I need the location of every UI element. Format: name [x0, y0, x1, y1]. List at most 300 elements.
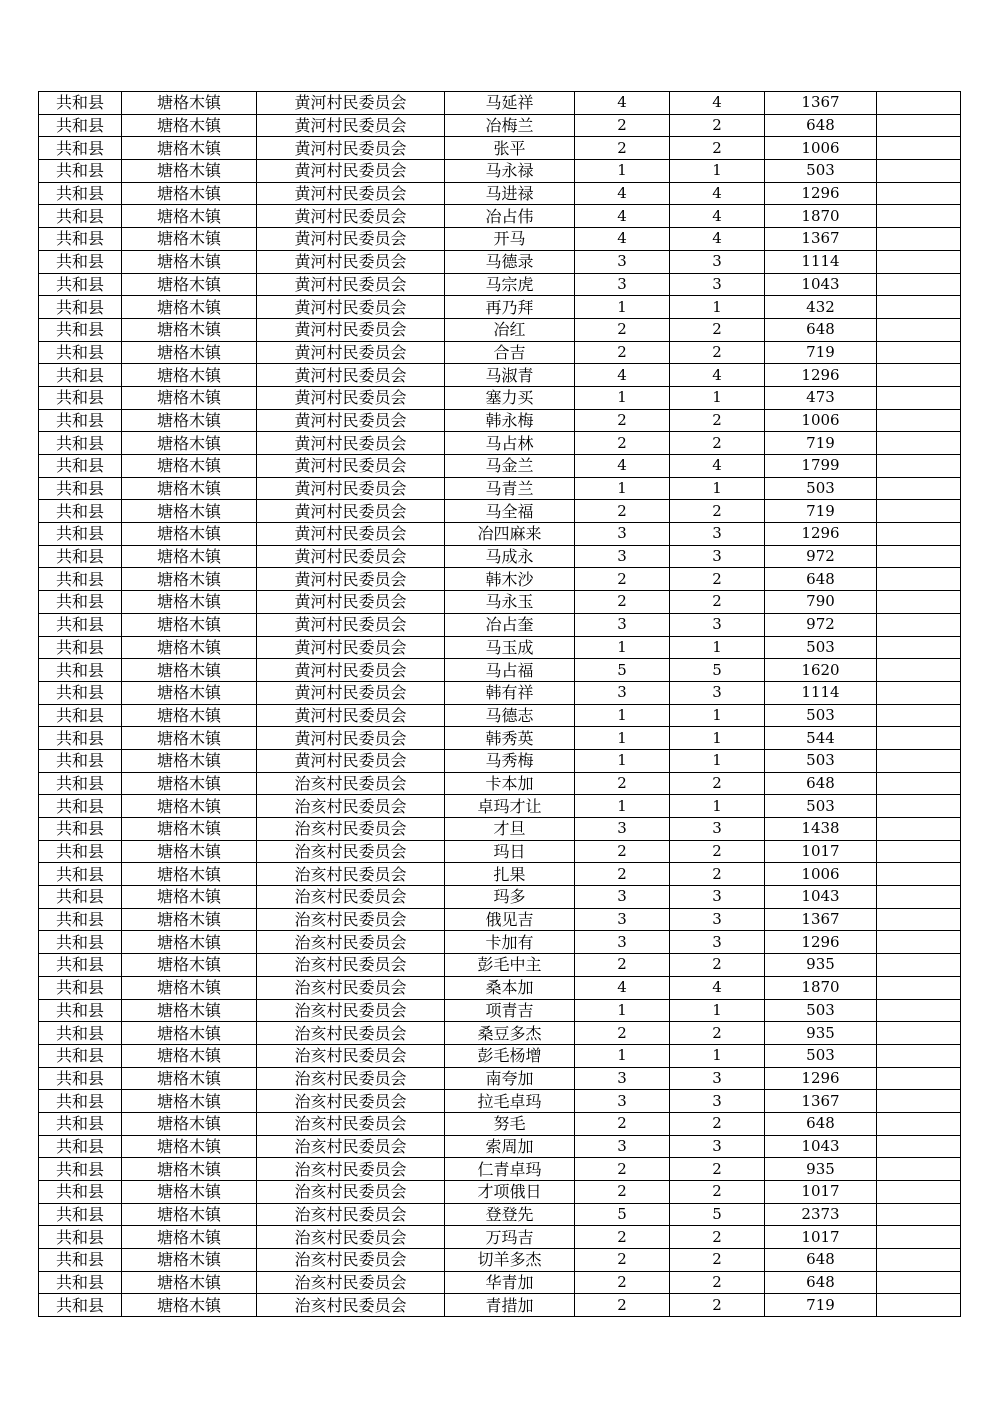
- name-cell: 才项俄日: [445, 1181, 575, 1204]
- committee-cell: 治亥村民委员会: [257, 795, 445, 818]
- table-row: [39, 1249, 961, 1272]
- note-cell: [877, 500, 961, 523]
- name-cell: 冶红: [445, 318, 575, 341]
- town-cell: 塘格木镇: [122, 160, 257, 183]
- household-size-cell: 3: [575, 886, 670, 909]
- name-cell: 冶占奎: [445, 613, 575, 636]
- household-size-cell: 4: [575, 92, 670, 115]
- household-size-cell: 2: [575, 114, 670, 137]
- committee-cell: 黄河村民委员会: [257, 318, 445, 341]
- household-size-cell: 2: [575, 591, 670, 614]
- person-count-cell: 1: [670, 160, 765, 183]
- person-count-cell: 4: [670, 364, 765, 387]
- household-size-cell: 3: [575, 1135, 670, 1158]
- household-size-cell: 4: [575, 976, 670, 999]
- table-row: [39, 273, 961, 296]
- note-cell: [877, 386, 961, 409]
- county-cell: 共和县: [39, 386, 122, 409]
- note-cell: [877, 931, 961, 954]
- table-row: [39, 1294, 961, 1317]
- household-size-cell: 3: [575, 908, 670, 931]
- person-count-cell: 2: [670, 137, 765, 160]
- household-size-cell: 4: [575, 455, 670, 478]
- note-cell: [877, 840, 961, 863]
- table-row: [39, 636, 961, 659]
- town-cell: 塘格木镇: [122, 273, 257, 296]
- household-size-cell: 1: [575, 727, 670, 750]
- committee-cell: 治亥村民委员会: [257, 772, 445, 795]
- county-cell: 共和县: [39, 1135, 122, 1158]
- amount-cell: 648: [765, 1112, 877, 1135]
- county-cell: 共和县: [39, 886, 122, 909]
- household-size-cell: 1: [575, 636, 670, 659]
- town-cell: 塘格木镇: [122, 954, 257, 977]
- county-cell: 共和县: [39, 545, 122, 568]
- household-size-cell: 2: [575, 772, 670, 795]
- note-cell: [877, 273, 961, 296]
- committee-cell: 黄河村民委员会: [257, 636, 445, 659]
- town-cell: 塘格木镇: [122, 1044, 257, 1067]
- town-cell: 塘格木镇: [122, 1112, 257, 1135]
- county-cell: 共和县: [39, 92, 122, 115]
- name-cell: 马德志: [445, 704, 575, 727]
- amount-cell: 503: [765, 477, 877, 500]
- town-cell: 塘格木镇: [122, 863, 257, 886]
- person-count-cell: 3: [670, 250, 765, 273]
- table-row: [39, 591, 961, 614]
- county-cell: 共和县: [39, 1090, 122, 1113]
- committee-cell: 治亥村民委员会: [257, 1044, 445, 1067]
- note-cell: [877, 137, 961, 160]
- person-count-cell: 2: [670, 1249, 765, 1272]
- town-cell: 塘格木镇: [122, 931, 257, 954]
- household-size-cell: 2: [575, 137, 670, 160]
- table-body: [39, 92, 961, 1317]
- table-row: [39, 772, 961, 795]
- person-count-cell: 3: [670, 1067, 765, 1090]
- amount-cell: 1043: [765, 1135, 877, 1158]
- person-count-cell: 5: [670, 1203, 765, 1226]
- committee-cell: 治亥村民委员会: [257, 931, 445, 954]
- name-cell: 青措加: [445, 1294, 575, 1317]
- table-row: [39, 1044, 961, 1067]
- town-cell: 塘格木镇: [122, 1067, 257, 1090]
- table-row: [39, 613, 961, 636]
- county-cell: 共和县: [39, 1112, 122, 1135]
- table-row: [39, 818, 961, 841]
- town-cell: 塘格木镇: [122, 886, 257, 909]
- committee-cell: 治亥村民委员会: [257, 1135, 445, 1158]
- table-row: [39, 523, 961, 546]
- committee-cell: 治亥村民委员会: [257, 886, 445, 909]
- amount-cell: 648: [765, 1249, 877, 1272]
- county-cell: 共和县: [39, 114, 122, 137]
- county-cell: 共和县: [39, 818, 122, 841]
- note-cell: [877, 1090, 961, 1113]
- household-size-cell: 2: [575, 1112, 670, 1135]
- county-cell: 共和县: [39, 1022, 122, 1045]
- person-count-cell: 4: [670, 92, 765, 115]
- person-count-cell: 3: [670, 681, 765, 704]
- person-count-cell: 2: [670, 1181, 765, 1204]
- county-cell: 共和县: [39, 1249, 122, 1272]
- person-count-cell: 1: [670, 296, 765, 319]
- note-cell: [877, 863, 961, 886]
- person-count-cell: 2: [670, 500, 765, 523]
- household-size-cell: 2: [575, 432, 670, 455]
- name-cell: 冶四麻来: [445, 523, 575, 546]
- town-cell: 塘格木镇: [122, 477, 257, 500]
- household-size-cell: 1: [575, 1044, 670, 1067]
- name-cell: 卡本加: [445, 772, 575, 795]
- table-row: [39, 500, 961, 523]
- county-cell: 共和县: [39, 137, 122, 160]
- committee-cell: 治亥村民委员会: [257, 1181, 445, 1204]
- person-count-cell: 1: [670, 727, 765, 750]
- county-cell: 共和县: [39, 205, 122, 228]
- person-count-cell: 2: [670, 840, 765, 863]
- committee-cell: 治亥村民委员会: [257, 1203, 445, 1226]
- household-size-cell: 2: [575, 1294, 670, 1317]
- name-cell: 张平: [445, 137, 575, 160]
- committee-cell: 治亥村民委员会: [257, 1090, 445, 1113]
- household-size-cell: 4: [575, 182, 670, 205]
- person-count-cell: 2: [670, 591, 765, 614]
- committee-cell: 黄河村民委员会: [257, 500, 445, 523]
- committee-cell: 黄河村民委员会: [257, 92, 445, 115]
- amount-cell: 1114: [765, 250, 877, 273]
- table-row: [39, 931, 961, 954]
- table-row: [39, 296, 961, 319]
- town-cell: 塘格木镇: [122, 228, 257, 251]
- county-cell: 共和县: [39, 364, 122, 387]
- amount-cell: 972: [765, 613, 877, 636]
- note-cell: [877, 1203, 961, 1226]
- person-count-cell: 1: [670, 795, 765, 818]
- amount-cell: 719: [765, 500, 877, 523]
- town-cell: 塘格木镇: [122, 1090, 257, 1113]
- household-size-cell: 1: [575, 296, 670, 319]
- county-cell: 共和县: [39, 999, 122, 1022]
- amount-cell: 972: [765, 545, 877, 568]
- amount-cell: 648: [765, 318, 877, 341]
- name-cell: 彭毛杨增: [445, 1044, 575, 1067]
- name-cell: 卡加有: [445, 931, 575, 954]
- person-count-cell: 4: [670, 455, 765, 478]
- town-cell: 塘格木镇: [122, 341, 257, 364]
- town-cell: 塘格木镇: [122, 1271, 257, 1294]
- person-count-cell: 1: [670, 999, 765, 1022]
- name-cell: 努毛: [445, 1112, 575, 1135]
- amount-cell: 1367: [765, 228, 877, 251]
- town-cell: 塘格木镇: [122, 1181, 257, 1204]
- amount-cell: 1367: [765, 92, 877, 115]
- household-size-cell: 2: [575, 500, 670, 523]
- amount-cell: 719: [765, 1294, 877, 1317]
- note-cell: [877, 636, 961, 659]
- county-cell: 共和县: [39, 613, 122, 636]
- note-cell: [877, 681, 961, 704]
- note-cell: [877, 160, 961, 183]
- amount-cell: 1296: [765, 364, 877, 387]
- person-count-cell: 2: [670, 1112, 765, 1135]
- name-cell: 马进禄: [445, 182, 575, 205]
- name-cell: 马占林: [445, 432, 575, 455]
- county-cell: 共和县: [39, 1294, 122, 1317]
- name-cell: 玛日: [445, 840, 575, 863]
- amount-cell: 1799: [765, 455, 877, 478]
- name-cell: 马延祥: [445, 92, 575, 115]
- household-size-cell: 3: [575, 931, 670, 954]
- table-row: [39, 1203, 961, 1226]
- name-cell: 马金兰: [445, 455, 575, 478]
- committee-cell: 黄河村民委员会: [257, 749, 445, 772]
- note-cell: [877, 1112, 961, 1135]
- county-cell: 共和县: [39, 568, 122, 591]
- household-size-cell: 3: [575, 681, 670, 704]
- amount-cell: 544: [765, 727, 877, 750]
- committee-cell: 黄河村民委员会: [257, 523, 445, 546]
- person-count-cell: 2: [670, 1271, 765, 1294]
- person-count-cell: 2: [670, 954, 765, 977]
- person-count-cell: 1: [670, 1044, 765, 1067]
- household-size-cell: 3: [575, 523, 670, 546]
- county-cell: 共和县: [39, 1226, 122, 1249]
- amount-cell: 1017: [765, 1226, 877, 1249]
- committee-cell: 治亥村民委员会: [257, 863, 445, 886]
- town-cell: 塘格木镇: [122, 250, 257, 273]
- household-size-cell: 1: [575, 160, 670, 183]
- county-cell: 共和县: [39, 840, 122, 863]
- person-count-cell: 1: [670, 477, 765, 500]
- name-cell: 南夸加: [445, 1067, 575, 1090]
- person-count-cell: 2: [670, 318, 765, 341]
- county-cell: 共和县: [39, 432, 122, 455]
- person-count-cell: 1: [670, 386, 765, 409]
- note-cell: [877, 1181, 961, 1204]
- town-cell: 塘格木镇: [122, 1135, 257, 1158]
- amount-cell: 503: [765, 749, 877, 772]
- table-row: [39, 1067, 961, 1090]
- name-cell: 华青加: [445, 1271, 575, 1294]
- household-size-cell: 3: [575, 250, 670, 273]
- amount-cell: 1114: [765, 681, 877, 704]
- household-size-cell: 1: [575, 704, 670, 727]
- committee-cell: 黄河村民委员会: [257, 545, 445, 568]
- note-cell: [877, 818, 961, 841]
- table-row: [39, 840, 961, 863]
- household-size-cell: 2: [575, 954, 670, 977]
- name-cell: 马淑青: [445, 364, 575, 387]
- amount-cell: 503: [765, 704, 877, 727]
- person-count-cell: 4: [670, 182, 765, 205]
- town-cell: 塘格木镇: [122, 795, 257, 818]
- household-size-cell: 3: [575, 545, 670, 568]
- person-count-cell: 2: [670, 1294, 765, 1317]
- name-cell: 马永禄: [445, 160, 575, 183]
- table-row: [39, 182, 961, 205]
- table-row: [39, 545, 961, 568]
- amount-cell: 1296: [765, 523, 877, 546]
- name-cell: 扎果: [445, 863, 575, 886]
- person-count-cell: 1: [670, 636, 765, 659]
- name-cell: 韩木沙: [445, 568, 575, 591]
- committee-cell: 治亥村民委员会: [257, 976, 445, 999]
- town-cell: 塘格木镇: [122, 1158, 257, 1181]
- amount-cell: 1870: [765, 976, 877, 999]
- note-cell: [877, 659, 961, 682]
- note-cell: [877, 954, 961, 977]
- town-cell: 塘格木镇: [122, 1022, 257, 1045]
- county-cell: 共和县: [39, 409, 122, 432]
- county-cell: 共和县: [39, 863, 122, 886]
- town-cell: 塘格木镇: [122, 1226, 257, 1249]
- county-cell: 共和县: [39, 160, 122, 183]
- table-row: [39, 250, 961, 273]
- person-count-cell: 2: [670, 568, 765, 591]
- town-cell: 塘格木镇: [122, 704, 257, 727]
- name-cell: 韩永梅: [445, 409, 575, 432]
- committee-cell: 黄河村民委员会: [257, 205, 445, 228]
- household-size-cell: 3: [575, 1090, 670, 1113]
- note-cell: [877, 704, 961, 727]
- amount-cell: 935: [765, 954, 877, 977]
- household-size-cell: 2: [575, 1181, 670, 1204]
- name-cell: 登登先: [445, 1203, 575, 1226]
- household-size-cell: 2: [575, 863, 670, 886]
- county-cell: 共和县: [39, 659, 122, 682]
- name-cell: 韩秀英: [445, 727, 575, 750]
- town-cell: 塘格木镇: [122, 999, 257, 1022]
- household-size-cell: 2: [575, 1249, 670, 1272]
- table-row: [39, 364, 961, 387]
- amount-cell: 648: [765, 1271, 877, 1294]
- person-count-cell: 3: [670, 613, 765, 636]
- person-count-cell: 2: [670, 863, 765, 886]
- town-cell: 塘格木镇: [122, 114, 257, 137]
- committee-cell: 黄河村民委员会: [257, 409, 445, 432]
- note-cell: [877, 341, 961, 364]
- table-row: [39, 205, 961, 228]
- name-cell: 项青吉: [445, 999, 575, 1022]
- county-cell: 共和县: [39, 523, 122, 546]
- name-cell: 索周加: [445, 1135, 575, 1158]
- table-row: [39, 976, 961, 999]
- town-cell: 塘格木镇: [122, 1294, 257, 1317]
- name-cell: 韩有祥: [445, 681, 575, 704]
- note-cell: [877, 749, 961, 772]
- committee-cell: 黄河村民委员会: [257, 704, 445, 727]
- town-cell: 塘格木镇: [122, 840, 257, 863]
- household-size-cell: 1: [575, 386, 670, 409]
- name-cell: 合吉: [445, 341, 575, 364]
- amount-cell: 719: [765, 341, 877, 364]
- name-cell: 冶梅兰: [445, 114, 575, 137]
- county-cell: 共和县: [39, 795, 122, 818]
- committee-cell: 黄河村民委员会: [257, 364, 445, 387]
- amount-cell: 1438: [765, 818, 877, 841]
- committee-cell: 黄河村民委员会: [257, 659, 445, 682]
- name-cell: 拉毛卓玛: [445, 1090, 575, 1113]
- name-cell: 卓玛才让: [445, 795, 575, 818]
- note-cell: [877, 1158, 961, 1181]
- committee-cell: 黄河村民委员会: [257, 681, 445, 704]
- committee-cell: 黄河村民委员会: [257, 296, 445, 319]
- table-row: [39, 455, 961, 478]
- committee-cell: 治亥村民委员会: [257, 1067, 445, 1090]
- committee-cell: 黄河村民委员会: [257, 137, 445, 160]
- county-cell: 共和县: [39, 477, 122, 500]
- committee-cell: 黄河村民委员会: [257, 228, 445, 251]
- town-cell: 塘格木镇: [122, 545, 257, 568]
- name-cell: 马玉成: [445, 636, 575, 659]
- amount-cell: 473: [765, 386, 877, 409]
- committee-cell: 黄河村民委员会: [257, 591, 445, 614]
- household-size-cell: 4: [575, 364, 670, 387]
- note-cell: [877, 409, 961, 432]
- note-cell: [877, 523, 961, 546]
- town-cell: 塘格木镇: [122, 727, 257, 750]
- town-cell: 塘格木镇: [122, 659, 257, 682]
- county-cell: 共和县: [39, 954, 122, 977]
- household-size-cell: 2: [575, 1022, 670, 1045]
- name-cell: 马宗虎: [445, 273, 575, 296]
- note-cell: [877, 205, 961, 228]
- county-cell: 共和县: [39, 976, 122, 999]
- household-size-cell: 3: [575, 613, 670, 636]
- county-cell: 共和县: [39, 1271, 122, 1294]
- table-row: [39, 341, 961, 364]
- amount-cell: 1043: [765, 273, 877, 296]
- committee-cell: 黄河村民委员会: [257, 455, 445, 478]
- note-cell: [877, 545, 961, 568]
- name-cell: 再乃拜: [445, 296, 575, 319]
- amount-cell: 2373: [765, 1203, 877, 1226]
- note-cell: [877, 727, 961, 750]
- town-cell: 塘格木镇: [122, 1249, 257, 1272]
- town-cell: 塘格木镇: [122, 749, 257, 772]
- county-cell: 共和县: [39, 931, 122, 954]
- note-cell: [877, 432, 961, 455]
- committee-cell: 黄河村民委员会: [257, 250, 445, 273]
- committee-cell: 黄河村民委员会: [257, 114, 445, 137]
- person-count-cell: 4: [670, 228, 765, 251]
- town-cell: 塘格木镇: [122, 432, 257, 455]
- name-cell: 马成永: [445, 545, 575, 568]
- town-cell: 塘格木镇: [122, 500, 257, 523]
- household-size-cell: 1: [575, 477, 670, 500]
- amount-cell: 790: [765, 591, 877, 614]
- table-row: [39, 1226, 961, 1249]
- note-cell: [877, 296, 961, 319]
- household-size-cell: 3: [575, 273, 670, 296]
- committee-cell: 治亥村民委员会: [257, 954, 445, 977]
- person-count-cell: 2: [670, 1226, 765, 1249]
- committee-cell: 治亥村民委员会: [257, 1022, 445, 1045]
- committee-cell: 治亥村民委员会: [257, 1112, 445, 1135]
- committee-cell: 治亥村民委员会: [257, 1271, 445, 1294]
- note-cell: [877, 1271, 961, 1294]
- person-count-cell: 2: [670, 432, 765, 455]
- county-cell: 共和县: [39, 1067, 122, 1090]
- table-row: [39, 704, 961, 727]
- note-cell: [877, 1294, 961, 1317]
- name-cell: 才旦: [445, 818, 575, 841]
- committee-cell: 黄河村民委员会: [257, 182, 445, 205]
- committee-cell: 黄河村民委员会: [257, 477, 445, 500]
- town-cell: 塘格木镇: [122, 976, 257, 999]
- note-cell: [877, 364, 961, 387]
